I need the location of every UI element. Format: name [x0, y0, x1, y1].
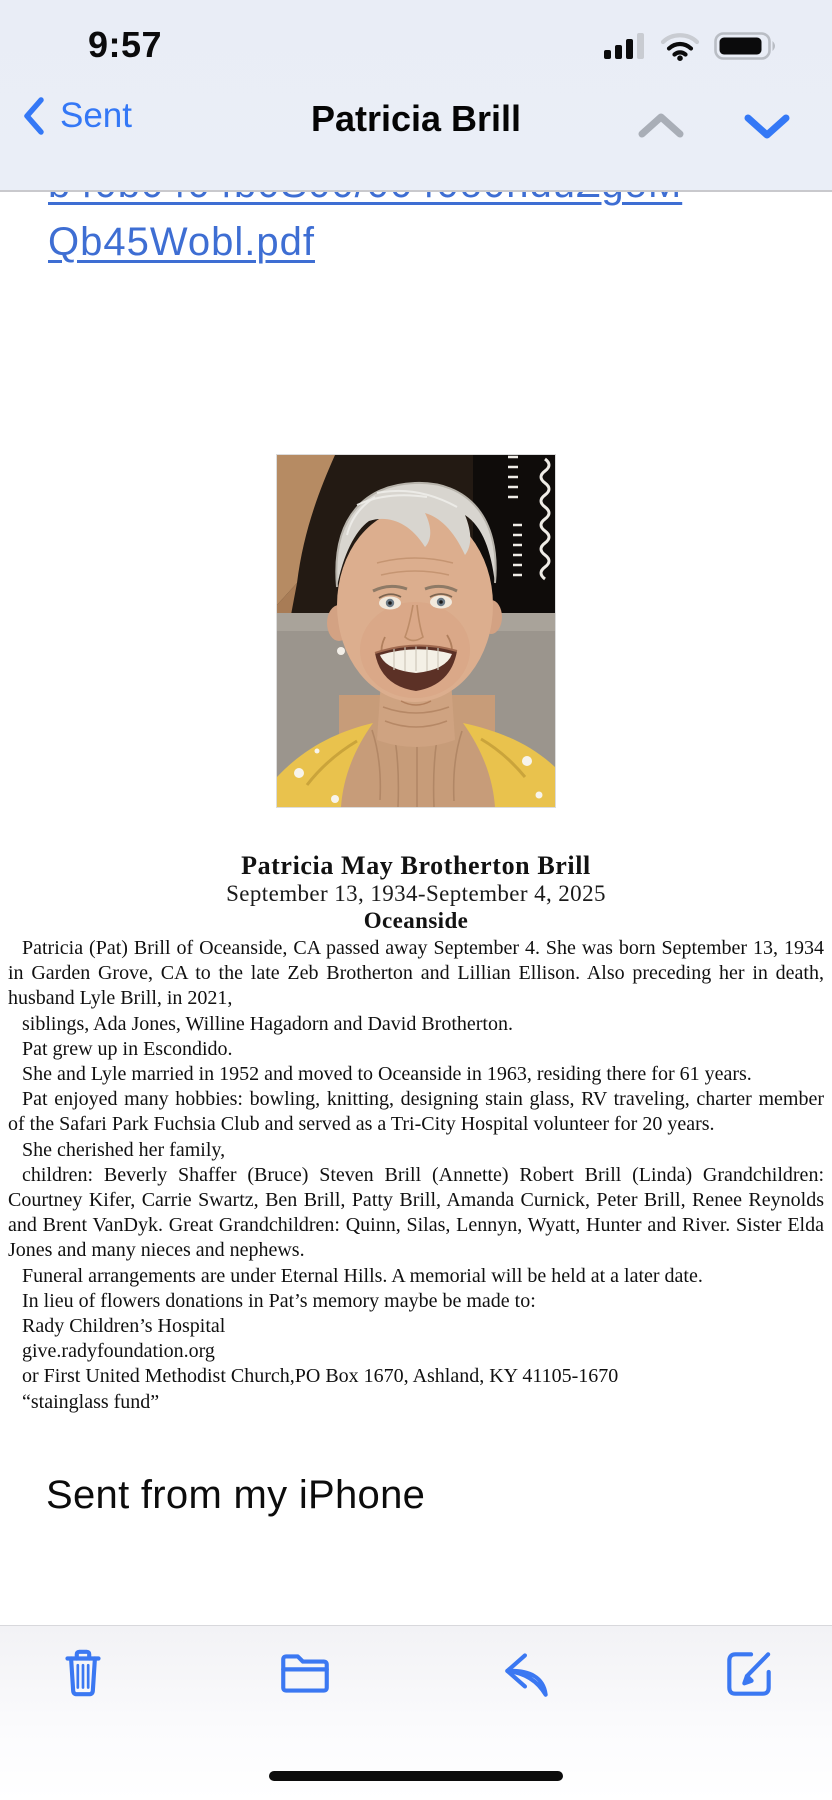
folder-icon[interactable]: [276, 1644, 334, 1702]
obituary-paragraph: siblings, Ada Jones, Willine Hagadorn and David Brotherton.: [22, 1012, 513, 1035]
obituary-paragraph: give.radyfoundation.org: [22, 1340, 215, 1363]
portrait-illustration: [277, 455, 555, 807]
obituary-paragraph: Pat enjoyed many hobbies: bowling, knitting, designing stain glass, RV traveling, charter member of the Safari Park Fuchsia Club and served as a Tri-City Hospital volunteer for 20 years.: [8, 1088, 824, 1136]
obituary-paragraph: In lieu of flowers donations in Pat’s memory maybe be made to:: [22, 1289, 536, 1312]
status-and-nav-bar: [0, 0, 832, 192]
obituary-name-heading: Patricia May Brotherton Brill: [241, 851, 591, 880]
obituary-paragraph: children: Beverly Shaffer (Bruce) Steven Brill (Annette) Robert Brill (Linda) Grandchildren: Courtney Kifer, Carrie Swartz, Ben Brill, Patty Brill, Amanda Curnick, Peter Brill, Renee Reynolds and Brent VanDyk. Great Grandchildren: Quinn, Silas, Lennyn, Wyatt, Hunter and River. Sister Elda Jones and many nieces and nephews.: [8, 1163, 824, 1262]
trash-icon[interactable]: [54, 1644, 112, 1702]
wifi-icon: [660, 31, 700, 61]
mail-toolbar: [0, 1625, 832, 1800]
home-indicator[interactable]: [269, 1771, 563, 1781]
obituary-paragraph: Patricia (Pat) Brill of Oceanside, CA passed away September 4. She was born September 13, 1934 in Garden Grove, CA to the late Zeb Brotherton and Lillian Ellison. Also preceding her in death, husband Lyle Brill, in 2021,: [8, 937, 824, 1010]
back-label: Sent: [60, 96, 132, 135]
message-sender-title: Patricia Brill: [310, 98, 522, 139]
chevron-up-icon[interactable]: [636, 104, 686, 148]
battery-icon: [714, 30, 780, 62]
obituary-dates: September 13, 1934-September 4, 2025: [226, 881, 606, 906]
obituary-photo[interactable]: [277, 455, 555, 807]
obituary-paragraph: Rady Children’s Hospital: [22, 1315, 226, 1338]
toolbar-icon-row: [0, 1626, 832, 1702]
obituary-text: [8, 936, 824, 1415]
reply-icon[interactable]: [498, 1644, 556, 1702]
nav-bar: [0, 96, 832, 160]
obituary-paragraph: “stainglass fund”: [22, 1390, 160, 1413]
email-signature: Sent from my iPhone: [46, 1472, 426, 1517]
obituary-paragraph: Funeral arrangements are under Eternal Hills. A memorial will be held at a later date.: [22, 1264, 703, 1287]
cellular-signal-icon: [604, 31, 646, 61]
obituary-paragraph: She and Lyle married in 1952 and moved to Oceanside in 1963, residing there for 61 years.: [22, 1063, 752, 1086]
compose-icon[interactable]: [720, 1644, 778, 1702]
attachment-link-line-2[interactable]: Qb45Wobl.pdf: [48, 220, 315, 264]
status-time: 9:57: [88, 24, 163, 65]
obituary-paragraph: Pat grew up in Escondido.: [22, 1037, 233, 1060]
message-navigation: [636, 104, 792, 148]
chevron-down-icon[interactable]: [742, 104, 792, 148]
obituary-paragraph: She cherished her family,: [22, 1138, 226, 1161]
obituary-city: Oceanside: [363, 908, 469, 933]
obituary-paragraph: or First United Methodist Church,PO Box 1670, Ashland, KY 41105-1670: [22, 1365, 619, 1388]
status-icon-cluster: [604, 30, 780, 62]
